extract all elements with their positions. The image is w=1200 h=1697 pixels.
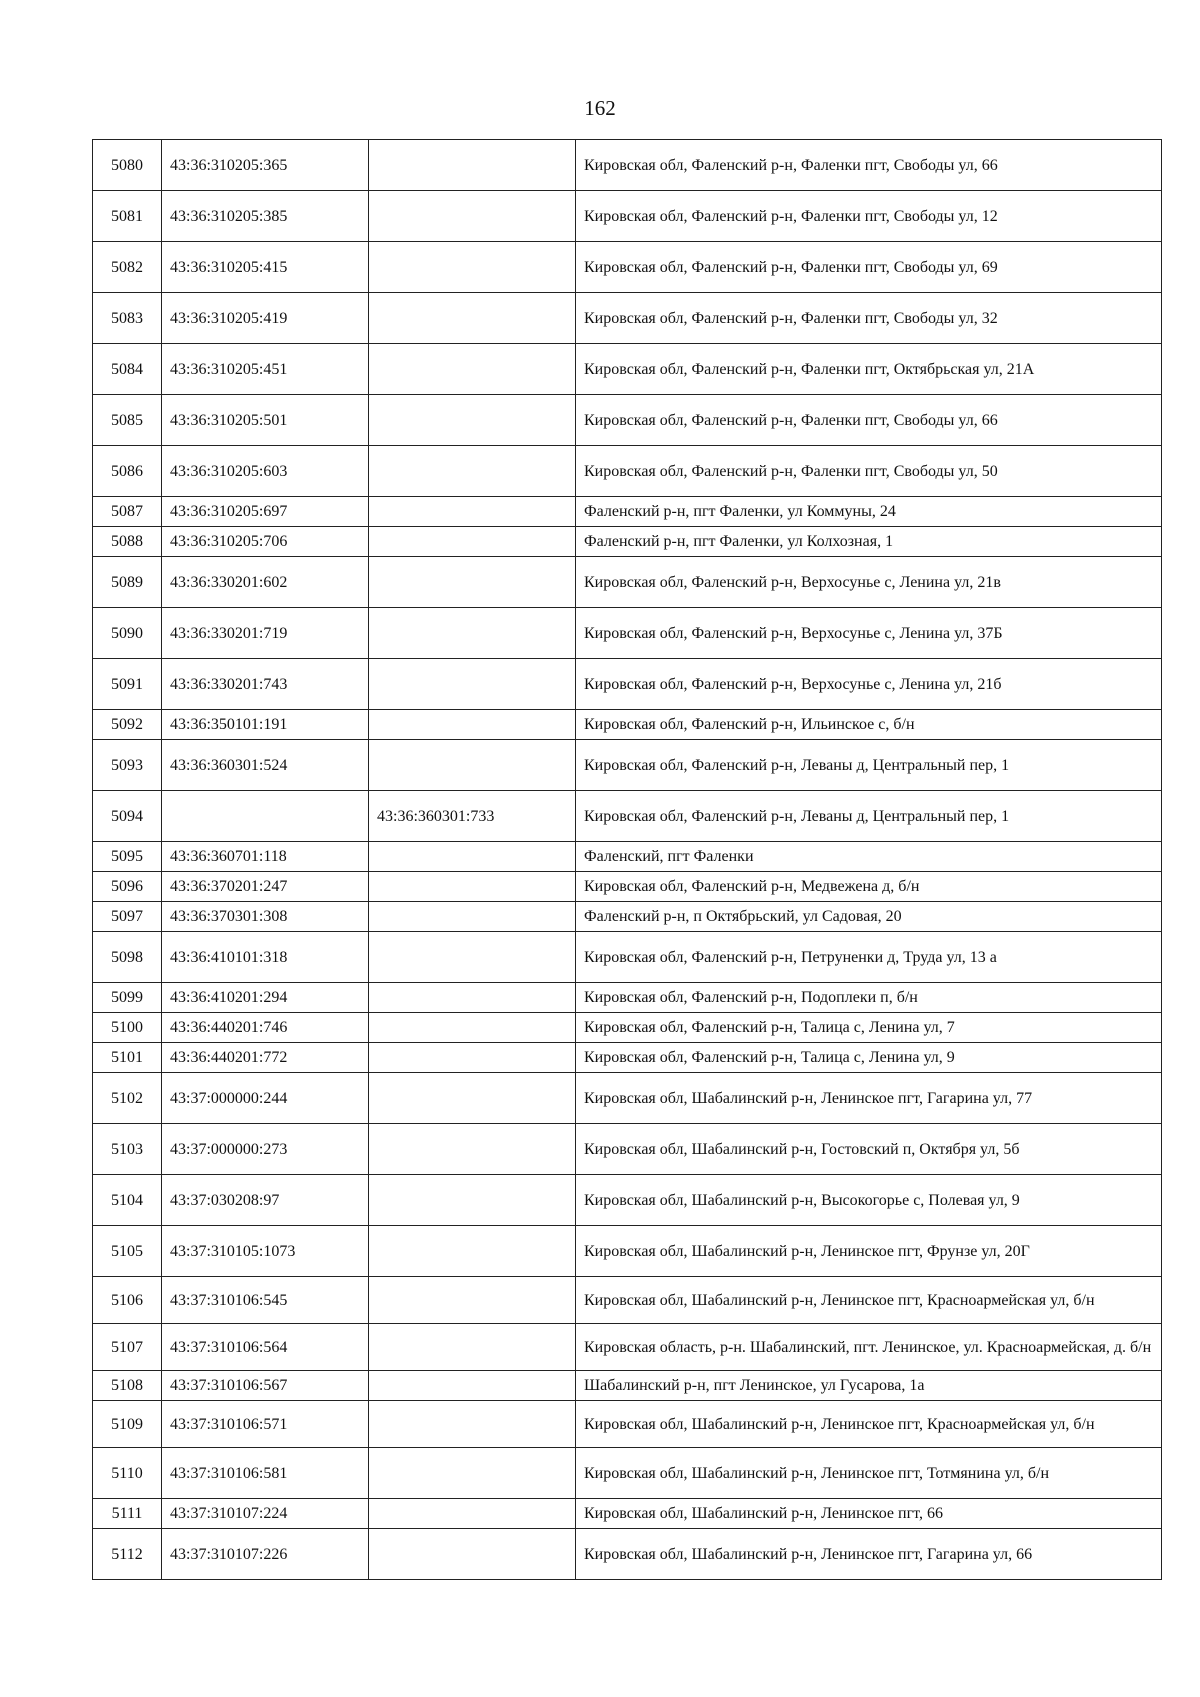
page-number: 162	[584, 96, 616, 120]
cadastral-number-alt-cell	[369, 1175, 576, 1226]
address-cell: Кировская обл, Шабалинский р-н, Гостовский п, Октября ул, 5б	[576, 1124, 1162, 1175]
row-number-cell: 5097	[93, 902, 162, 932]
cadastral-number-alt-cell	[369, 446, 576, 497]
cadastral-number-alt-cell	[369, 932, 576, 983]
cadastral-number-cell: 43:36:410101:318	[162, 932, 369, 983]
address-cell: Фаленский р-н, пгт Фаленки, ул Колхозная, 1	[576, 527, 1162, 557]
cadastral-number-alt-cell	[369, 842, 576, 872]
cadastral-number-alt-cell	[369, 902, 576, 932]
cadastral-number-cell: 43:36:360701:118	[162, 842, 369, 872]
row-number-cell: 5085	[93, 395, 162, 446]
row-number-cell: 5094	[93, 791, 162, 842]
address-cell: Кировская обл, Фаленский р-н, Фаленки пгт, Свободы ул, 69	[576, 242, 1162, 293]
table-row	[93, 791, 1162, 842]
table-row	[93, 242, 1162, 293]
row-number-cell: 5100	[93, 1013, 162, 1043]
cadastral-number-alt-cell	[369, 1073, 576, 1124]
table-row	[93, 932, 1162, 983]
cadastral-number-cell: 43:36:350101:191	[162, 710, 369, 740]
row-number-cell: 5088	[93, 527, 162, 557]
address-cell: Кировская обл, Фаленский р-н, Фаленки пгт, Свободы ул, 32	[576, 293, 1162, 344]
table-row	[93, 1175, 1162, 1226]
cadastral-number-alt-cell	[369, 1226, 576, 1277]
cadastral-number-cell: 43:36:330201:602	[162, 557, 369, 608]
cadastral-number-cell: 43:36:370301:308	[162, 902, 369, 932]
row-number-cell: 5111	[93, 1499, 162, 1529]
cadastral-number-alt-cell	[369, 497, 576, 527]
cadastral-number-alt-cell	[369, 1529, 576, 1580]
row-number-cell: 5091	[93, 659, 162, 710]
address-cell: Кировская обл, Фаленский р-н, Верхосунье с, Ленина ул, 21в	[576, 557, 1162, 608]
table-row	[93, 1043, 1162, 1073]
address-cell: Кировская обл, Шабалинский р-н, Ленинское пгт, Гагарина ул, 77	[576, 1073, 1162, 1124]
table-row	[93, 740, 1162, 791]
cadastral-number-cell: 43:37:310107:226	[162, 1529, 369, 1580]
row-number-cell: 5087	[93, 497, 162, 527]
cadastral-number-cell: 43:36:410201:294	[162, 983, 369, 1013]
cadastral-number-cell: 43:37:030208:97	[162, 1175, 369, 1226]
table-row	[93, 1277, 1162, 1324]
address-cell: Кировская обл, Фаленский р-н, Талица с, Ленина ул, 7	[576, 1013, 1162, 1043]
row-number-cell: 5099	[93, 983, 162, 1013]
table-row	[93, 344, 1162, 395]
table-row	[93, 659, 1162, 710]
address-cell: Кировская обл, Шабалинский р-н, Ленинское пгт, Фрунзе ул, 20Г	[576, 1226, 1162, 1277]
table-row	[93, 842, 1162, 872]
row-number-cell: 5104	[93, 1175, 162, 1226]
cadastral-number-alt-cell	[369, 1499, 576, 1529]
cadastral-number-cell: 43:37:310106:545	[162, 1277, 369, 1324]
cadastral-number-cell: 43:36:310205:501	[162, 395, 369, 446]
cadastral-number-alt-cell	[369, 740, 576, 791]
table-row	[93, 872, 1162, 902]
table-row	[93, 1371, 1162, 1401]
row-number-cell: 5092	[93, 710, 162, 740]
cadastral-number-cell: 43:36:310205:451	[162, 344, 369, 395]
address-cell: Кировская обл, Фаленский р-н, Петруненки д, Труда ул, 13 а	[576, 932, 1162, 983]
row-number-cell: 5080	[93, 140, 162, 191]
address-cell: Кировская обл, Шабалинский р-н, Ленинское пгт, Тотмянина ул, б/н	[576, 1448, 1162, 1499]
cadastral-number-cell: 43:36:310205:415	[162, 242, 369, 293]
table-row	[93, 902, 1162, 932]
row-number-cell: 5098	[93, 932, 162, 983]
table-row	[93, 1124, 1162, 1175]
table-row	[93, 497, 1162, 527]
cadastral-number-alt-cell	[369, 527, 576, 557]
row-number-cell: 5109	[93, 1401, 162, 1448]
address-cell: Кировская обл, Фаленский р-н, Леваны д, Центральный пер, 1	[576, 740, 1162, 791]
cadastral-number-alt-cell	[369, 608, 576, 659]
row-number-cell: 5106	[93, 1277, 162, 1324]
table-row	[93, 1324, 1162, 1371]
cadastral-number-alt-cell	[369, 1448, 576, 1499]
cadastral-number-cell: 43:36:370201:247	[162, 872, 369, 902]
cadastral-number-alt-cell	[369, 344, 576, 395]
table-row	[93, 446, 1162, 497]
table-row	[93, 1529, 1162, 1580]
table-row	[93, 140, 1162, 191]
cadastral-number-alt-cell	[369, 1013, 576, 1043]
cadastral-number-cell: 43:36:310205:385	[162, 191, 369, 242]
row-number-cell: 5112	[93, 1529, 162, 1580]
address-cell: Фаленский р-н, п Октябрьский, ул Садовая, 20	[576, 902, 1162, 932]
table-row	[93, 1499, 1162, 1529]
table-row	[93, 191, 1162, 242]
table-row	[93, 293, 1162, 344]
row-number-cell: 5108	[93, 1371, 162, 1401]
row-number-cell: 5084	[93, 344, 162, 395]
cadastral-number-cell: 43:37:000000:273	[162, 1124, 369, 1175]
address-cell: Кировская обл, Шабалинский р-н, Ленинское пгт, 66	[576, 1499, 1162, 1529]
cadastral-number-cell: 43:36:310205:706	[162, 527, 369, 557]
cadastral-number-alt-cell	[369, 140, 576, 191]
table-row	[93, 983, 1162, 1013]
cadastral-number-cell: 43:37:310106:581	[162, 1448, 369, 1499]
address-cell: Кировская обл, Фаленский р-н, Фаленки пгт, Октябрьская ул, 21А	[576, 344, 1162, 395]
cadastral-number-cell: 43:36:310205:603	[162, 446, 369, 497]
cadastral-number-cell: 43:36:360301:524	[162, 740, 369, 791]
cadastral-number-cell: 43:37:310106:567	[162, 1371, 369, 1401]
row-number-cell: 5105	[93, 1226, 162, 1277]
address-cell: Кировская обл, Фаленский р-н, Фаленки пгт, Свободы ул, 66	[576, 140, 1162, 191]
address-cell: Кировская обл, Фаленский р-н, Верхосунье с, Ленина ул, 37Б	[576, 608, 1162, 659]
address-cell: Кировская обл, Фаленский р-н, Фаленки пгт, Свободы ул, 12	[576, 191, 1162, 242]
row-number-cell: 5110	[93, 1448, 162, 1499]
table-row	[93, 1448, 1162, 1499]
cadastral-number-alt-cell: 43:36:360301:733	[369, 791, 576, 842]
cadastral-number-alt-cell	[369, 710, 576, 740]
cadastral-number-alt-cell	[369, 557, 576, 608]
registry-table	[92, 139, 1162, 1580]
address-cell: Кировская обл, Шабалинский р-н, Ленинское пгт, Красноармейская ул, б/н	[576, 1401, 1162, 1448]
row-number-cell: 5090	[93, 608, 162, 659]
row-number-cell: 5095	[93, 842, 162, 872]
table-row	[93, 527, 1162, 557]
row-number-cell: 5089	[93, 557, 162, 608]
address-cell: Шабалинский р-н, пгт Ленинское, ул Гусарова, 1а	[576, 1371, 1162, 1401]
table-row	[93, 710, 1162, 740]
table-row	[93, 1401, 1162, 1448]
address-cell: Кировская обл, Фаленский р-н, Талица с, Ленина ул, 9	[576, 1043, 1162, 1073]
cadastral-number-alt-cell	[369, 1324, 576, 1371]
cadastral-number-alt-cell	[369, 395, 576, 446]
table-row	[93, 1226, 1162, 1277]
cadastral-number-cell: 43:36:310205:365	[162, 140, 369, 191]
cadastral-number-alt-cell	[369, 659, 576, 710]
cadastral-number-cell: 43:37:310106:564	[162, 1324, 369, 1371]
row-number-cell: 5096	[93, 872, 162, 902]
cadastral-number-cell: 43:36:440201:772	[162, 1043, 369, 1073]
table-row	[93, 395, 1162, 446]
cadastral-number-alt-cell	[369, 1371, 576, 1401]
address-cell: Фаленский, пгт Фаленки	[576, 842, 1162, 872]
address-cell: Кировская обл, Фаленский р-н, Фаленки пгт, Свободы ул, 50	[576, 446, 1162, 497]
row-number-cell: 5102	[93, 1073, 162, 1124]
row-number-cell: 5082	[93, 242, 162, 293]
cadastral-number-cell: 43:36:310205:419	[162, 293, 369, 344]
cadastral-number-cell: 43:37:310107:224	[162, 1499, 369, 1529]
registry-table-body	[93, 140, 1162, 1580]
address-cell: Кировская обл, Фаленский р-н, Фаленки пгт, Свободы ул, 66	[576, 395, 1162, 446]
table-row	[93, 608, 1162, 659]
address-cell: Кировская обл, Фаленский р-н, Ильинское с, б/н	[576, 710, 1162, 740]
row-number-cell: 5101	[93, 1043, 162, 1073]
cadastral-number-alt-cell	[369, 191, 576, 242]
address-cell: Кировская область, р-н. Шабалинский, пгт. Ленинское, ул. Красноармейская, д. б/н	[576, 1324, 1162, 1371]
cadastral-number-alt-cell	[369, 1043, 576, 1073]
row-number-cell: 5093	[93, 740, 162, 791]
cadastral-number-cell: 43:36:330201:719	[162, 608, 369, 659]
address-cell: Кировская обл, Шабалинский р-н, Ленинское пгт, Красноармейская ул, б/н	[576, 1277, 1162, 1324]
cadastral-number-cell: 43:36:310205:697	[162, 497, 369, 527]
address-cell: Кировская обл, Фаленский р-н, Подоплеки п, б/н	[576, 983, 1162, 1013]
address-cell: Кировская обл, Фаленский р-н, Медвежена д, б/н	[576, 872, 1162, 902]
cadastral-number-alt-cell	[369, 293, 576, 344]
cadastral-number-alt-cell	[369, 983, 576, 1013]
cadastral-number-cell: 43:36:330201:743	[162, 659, 369, 710]
cadastral-number-cell: 43:37:310105:1073	[162, 1226, 369, 1277]
cadastral-number-alt-cell	[369, 1401, 576, 1448]
address-cell: Кировская обл, Фаленский р-н, Леваны д, Центральный пер, 1	[576, 791, 1162, 842]
cadastral-number-alt-cell	[369, 242, 576, 293]
address-cell: Кировская обл, Шабалинский р-н, Высокогорье с, Полевая ул, 9	[576, 1175, 1162, 1226]
cadastral-number-cell: 43:37:310106:571	[162, 1401, 369, 1448]
address-cell: Фаленский р-н, пгт Фаленки, ул Коммуны, 24	[576, 497, 1162, 527]
address-cell: Кировская обл, Фаленский р-н, Верхосунье с, Ленина ул, 21б	[576, 659, 1162, 710]
cadastral-number-cell	[162, 791, 369, 842]
address-cell: Кировская обл, Шабалинский р-н, Ленинское пгт, Гагарина ул, 66	[576, 1529, 1162, 1580]
cadastral-number-cell: 43:37:000000:244	[162, 1073, 369, 1124]
table-row	[93, 1073, 1162, 1124]
cadastral-number-alt-cell	[369, 1124, 576, 1175]
row-number-cell: 5103	[93, 1124, 162, 1175]
cadastral-number-alt-cell	[369, 872, 576, 902]
row-number-cell: 5081	[93, 191, 162, 242]
row-number-cell: 5083	[93, 293, 162, 344]
cadastral-number-alt-cell	[369, 1277, 576, 1324]
table-row	[93, 1013, 1162, 1043]
row-number-cell: 5107	[93, 1324, 162, 1371]
table-row	[93, 557, 1162, 608]
cadastral-number-cell: 43:36:440201:746	[162, 1013, 369, 1043]
row-number-cell: 5086	[93, 446, 162, 497]
